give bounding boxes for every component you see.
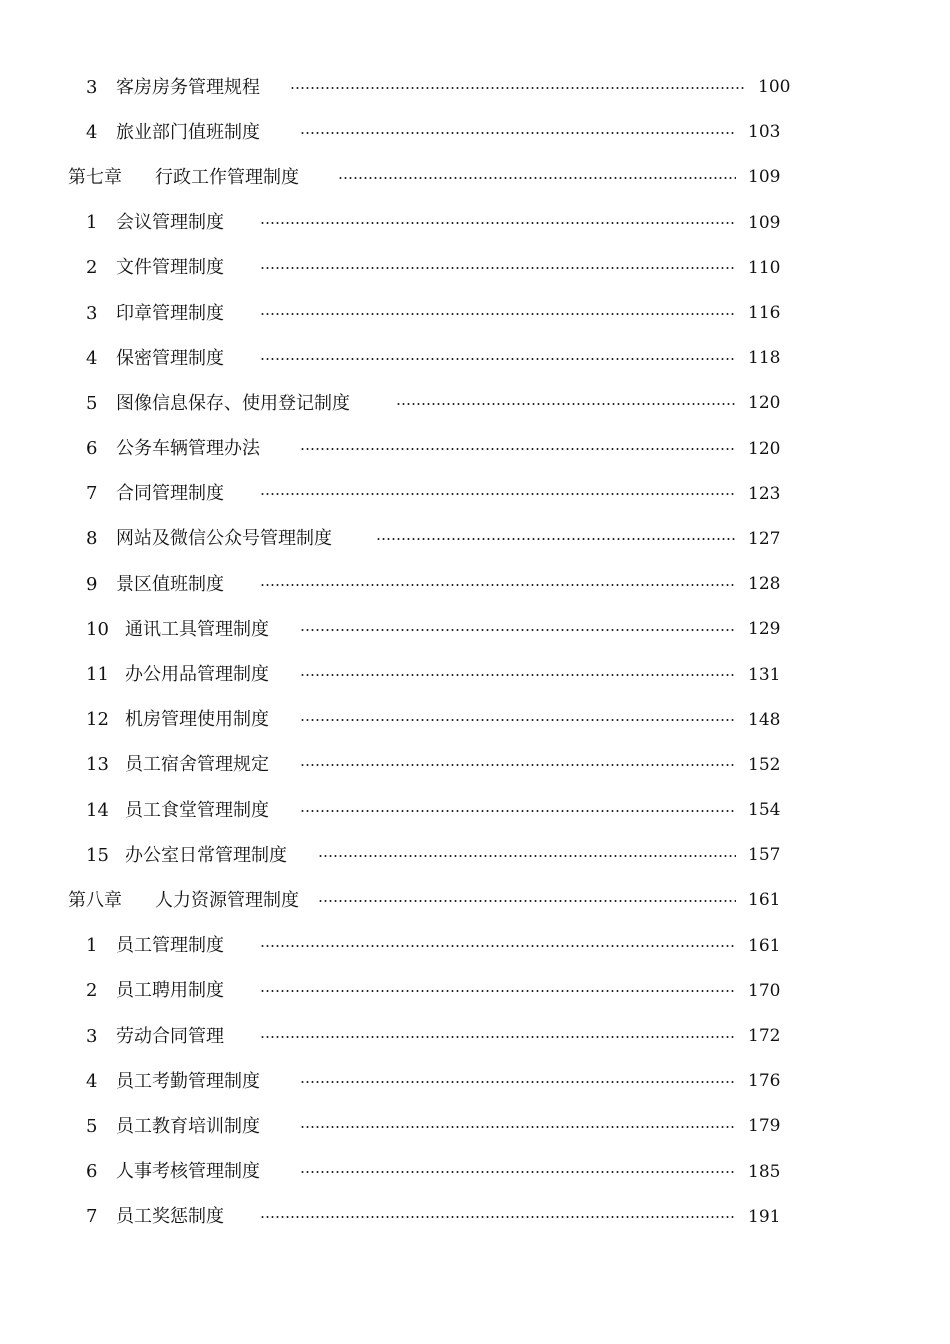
chapter-title: 人力资源管理制度 xyxy=(155,889,299,911)
entry-number: 7 xyxy=(86,483,98,505)
toc-entry-row[interactable] xyxy=(0,607,950,652)
entry-title: 员工考勤管理制度 xyxy=(116,1070,260,1092)
toc-entry-row[interactable] xyxy=(0,201,950,246)
toc-entry-row[interactable] xyxy=(0,833,950,878)
chapter-number: 第七章 xyxy=(68,166,122,188)
chapter-number: 第八章 xyxy=(68,889,122,911)
toc-entry-row[interactable] xyxy=(0,698,950,743)
entry-number: 6 xyxy=(86,1161,98,1183)
page-number: 176 xyxy=(748,1071,781,1092)
entry-title: 公务车辆管理办法 xyxy=(116,438,260,460)
toc-entry-row[interactable] xyxy=(0,1195,950,1240)
entry-number: 1 xyxy=(86,935,98,957)
toc-chapter-row[interactable] xyxy=(0,878,950,923)
entry-title: 客房房务管理规程 xyxy=(116,76,260,98)
page-number: 103 xyxy=(748,122,781,143)
dot-leader xyxy=(396,403,736,405)
page-number: 131 xyxy=(748,664,781,685)
entry-title: 保密管理制度 xyxy=(116,347,224,369)
page-number: 123 xyxy=(748,483,781,504)
toc-entry-row[interactable] xyxy=(0,336,950,381)
entry-number: 1 xyxy=(86,212,98,234)
entry-title: 网站及微信公众号管理制度 xyxy=(116,528,332,550)
dot-leader xyxy=(260,584,736,586)
entry-number: 12 xyxy=(86,709,109,731)
dot-leader xyxy=(300,1126,736,1128)
dot-leader xyxy=(300,448,736,450)
toc-entry-row[interactable] xyxy=(0,1150,950,1195)
toc-entry-row[interactable] xyxy=(0,291,950,336)
dot-leader xyxy=(260,1216,736,1218)
entry-number: 6 xyxy=(86,438,98,460)
dot-leader xyxy=(290,87,746,89)
chapter-title: 行政工作管理制度 xyxy=(155,166,299,188)
entry-number: 5 xyxy=(86,1115,98,1137)
page-number: 152 xyxy=(748,754,781,775)
page-number: 191 xyxy=(748,1206,781,1227)
dot-leader xyxy=(300,1081,736,1083)
entry-title: 会议管理制度 xyxy=(116,212,224,234)
dot-leader xyxy=(300,132,736,134)
entry-number: 9 xyxy=(86,573,98,595)
dot-leader xyxy=(260,1036,736,1038)
entry-title: 劳动合同管理 xyxy=(116,1025,224,1047)
toc-entry-row[interactable] xyxy=(0,1059,950,1104)
entry-title: 印章管理制度 xyxy=(116,302,224,324)
dot-leader xyxy=(260,493,736,495)
toc-entry-row[interactable] xyxy=(0,472,950,517)
page-number: 127 xyxy=(748,528,781,549)
page-number: 172 xyxy=(748,1026,781,1047)
toc-entry-row[interactable] xyxy=(0,652,950,697)
entry-title: 员工聘用制度 xyxy=(116,980,224,1002)
entry-number: 3 xyxy=(86,76,98,98)
dot-leader xyxy=(318,855,736,857)
entry-title: 文件管理制度 xyxy=(116,257,224,279)
page-number: 129 xyxy=(748,619,781,640)
page-number: 109 xyxy=(748,212,781,233)
page-number: 110 xyxy=(748,257,781,278)
entry-number: 4 xyxy=(86,1070,98,1092)
page-number: 109 xyxy=(748,167,781,188)
page-number: 170 xyxy=(748,980,781,1001)
entry-number: 10 xyxy=(86,618,109,640)
entry-title: 员工教育培训制度 xyxy=(116,1115,260,1137)
toc-entry-row[interactable] xyxy=(0,517,950,562)
dot-leader xyxy=(300,764,736,766)
entry-title: 合同管理制度 xyxy=(116,483,224,505)
dot-leader xyxy=(260,945,736,947)
entry-number: 15 xyxy=(86,844,109,866)
entry-number: 3 xyxy=(86,302,98,324)
page-number: 179 xyxy=(748,1116,781,1137)
page-number: 118 xyxy=(748,348,781,369)
page-number: 161 xyxy=(748,935,781,956)
page-number: 100 xyxy=(758,77,791,98)
entry-number: 7 xyxy=(86,1206,98,1228)
toc-chapter-row[interactable] xyxy=(0,155,950,200)
dot-leader xyxy=(260,267,736,269)
entry-number: 14 xyxy=(86,799,109,821)
page-number: 116 xyxy=(748,303,781,324)
dot-leader xyxy=(338,177,736,179)
dot-leader xyxy=(260,222,736,224)
toc-entry-row[interactable] xyxy=(0,110,950,155)
dot-leader xyxy=(260,358,736,360)
dot-leader xyxy=(260,990,736,992)
toc-entry-row[interactable] xyxy=(0,65,950,110)
entry-title: 办公室日常管理制度 xyxy=(125,844,287,866)
entry-number: 5 xyxy=(86,392,98,414)
dot-leader xyxy=(300,719,736,721)
dot-leader xyxy=(300,810,736,812)
page-number: 154 xyxy=(748,800,781,821)
entry-title: 员工管理制度 xyxy=(116,935,224,957)
entry-title: 景区值班制度 xyxy=(116,573,224,595)
entry-title: 人事考核管理制度 xyxy=(116,1161,260,1183)
page-number: 161 xyxy=(748,890,781,911)
entry-title: 员工奖惩制度 xyxy=(116,1206,224,1228)
dot-leader xyxy=(300,674,736,676)
page-number: 185 xyxy=(748,1161,781,1182)
entry-number: 8 xyxy=(86,528,98,550)
entry-title: 员工宿舍管理规定 xyxy=(125,754,269,776)
table-of-contents xyxy=(0,65,950,1240)
toc-entry-row[interactable] xyxy=(0,924,950,969)
entry-number: 4 xyxy=(86,121,98,143)
entry-title: 办公用品管理制度 xyxy=(125,664,269,686)
dot-leader xyxy=(260,313,736,315)
page-number: 120 xyxy=(748,438,781,459)
toc-entry-row[interactable] xyxy=(0,1104,950,1149)
entry-number: 3 xyxy=(86,1025,98,1047)
dot-leader xyxy=(376,538,736,540)
dot-leader xyxy=(300,1171,736,1173)
page-number: 157 xyxy=(748,845,781,866)
toc-entry-row[interactable] xyxy=(0,562,950,607)
entry-title: 图像信息保存、使用登记制度 xyxy=(116,392,350,414)
entry-title: 旅业部门值班制度 xyxy=(116,121,260,143)
page-number: 128 xyxy=(748,574,781,595)
entry-title: 通讯工具管理制度 xyxy=(125,618,269,640)
toc-entry-row[interactable] xyxy=(0,969,950,1014)
toc-entry-row[interactable] xyxy=(0,381,950,426)
entry-number: 4 xyxy=(86,347,98,369)
entry-number: 2 xyxy=(86,257,98,279)
dot-leader xyxy=(300,629,736,631)
toc-entry-row[interactable] xyxy=(0,427,950,472)
entry-number: 2 xyxy=(86,980,98,1002)
toc-entry-row[interactable] xyxy=(0,788,950,833)
entry-number: 13 xyxy=(86,754,109,776)
dot-leader xyxy=(318,900,736,902)
page-number: 120 xyxy=(748,393,781,414)
toc-entry-row[interactable] xyxy=(0,1014,950,1059)
entry-title: 员工食堂管理制度 xyxy=(125,799,269,821)
toc-entry-row[interactable] xyxy=(0,743,950,788)
entry-title: 机房管理使用制度 xyxy=(125,709,269,731)
page-number: 148 xyxy=(748,709,781,730)
entry-number: 11 xyxy=(86,664,109,686)
toc-entry-row[interactable] xyxy=(0,246,950,291)
